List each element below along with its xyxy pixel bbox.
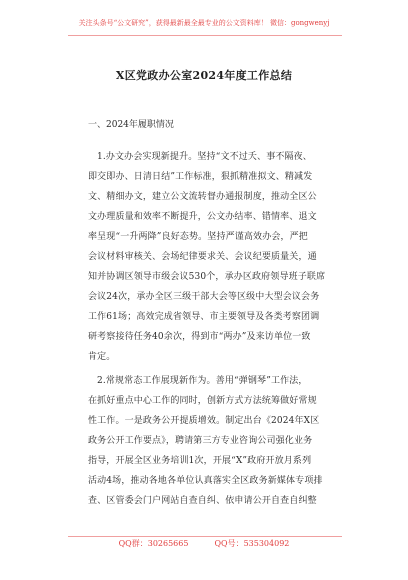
section-heading: 一、2024年履职情况 [88, 120, 174, 130]
paragraph-line: 1.办文办会实现新提升。坚持“文不过夭、事不隔夜、 [97, 152, 312, 162]
header-banner: 关注头条号“公文研究”，获得最新最全最专业的公文资料库！ 微信：gongwenyj [78, 19, 330, 27]
footer-divider [68, 536, 342, 537]
paragraph-line: 性工作。一是政务公开提质增效。制定出台《2024年X区 [88, 416, 320, 426]
paragraph-line: 活动4场，推动各地各单位认真落实全区政务新媒体专项排 [88, 476, 323, 486]
paragraph-line: 工作61场；高效完成省领导、市主要领导及各类考察团调 [88, 312, 320, 322]
paragraph-line: 在抓好重点中心工作的同时，创新方式方法统筹做好常规 [88, 396, 317, 406]
paragraph-line: 即交即办、日清日结”工作标准，狠抓精准拟文、精减发 [88, 172, 313, 182]
paragraph-line: 2.常规常态工作展现新作为。善用“弹钢琴”工作法， [97, 376, 308, 386]
paragraph-line: 查、区管委会门户网站自查自纠、依申请公开自查自纠整 [88, 496, 317, 506]
paragraph-line: 研考察接待任务40余次，得到市“两办”及来访单位一致 [88, 332, 311, 342]
qq-contact-number: QQ号：535304092 [214, 539, 290, 548]
paragraph-line: 文、精细办文，建立公文流转督办通报制度，推动全区公 [88, 192, 317, 202]
paragraph-line: 会议材料审核关、会场纪律要求关、会议纪要质量关，通 [88, 252, 317, 262]
paragraph-line: 会议24次，承办全区三级干部大会等区级中大型会议会务 [88, 292, 320, 302]
document-title: X区党政办公室2024年度工作总结 [115, 69, 293, 82]
qq-group-number: QQ群：30265665 [118, 539, 189, 548]
paragraph-line: 指导，开展全区业务培训1次，开展“X”政府开放月系列 [88, 456, 312, 466]
paragraph-line: 肯定。 [88, 352, 116, 362]
header-divider [68, 35, 342, 36]
footer-contact [0, 538, 408, 549]
paragraph-line: 率呈现“一升两降”良好态势。坚持严谨高效办会，严把 [88, 232, 308, 242]
paragraph-line: 政务公开工作要点》，聘请第三方专业咨询公司强化业务 [88, 436, 313, 446]
paragraph-line: 知并协调区领导市级会议530个，承办区政府领导班子联席 [88, 272, 326, 282]
paragraph-line: 文办理质量和效率不断提升，公文办结率、错情率、退文 [88, 212, 317, 222]
